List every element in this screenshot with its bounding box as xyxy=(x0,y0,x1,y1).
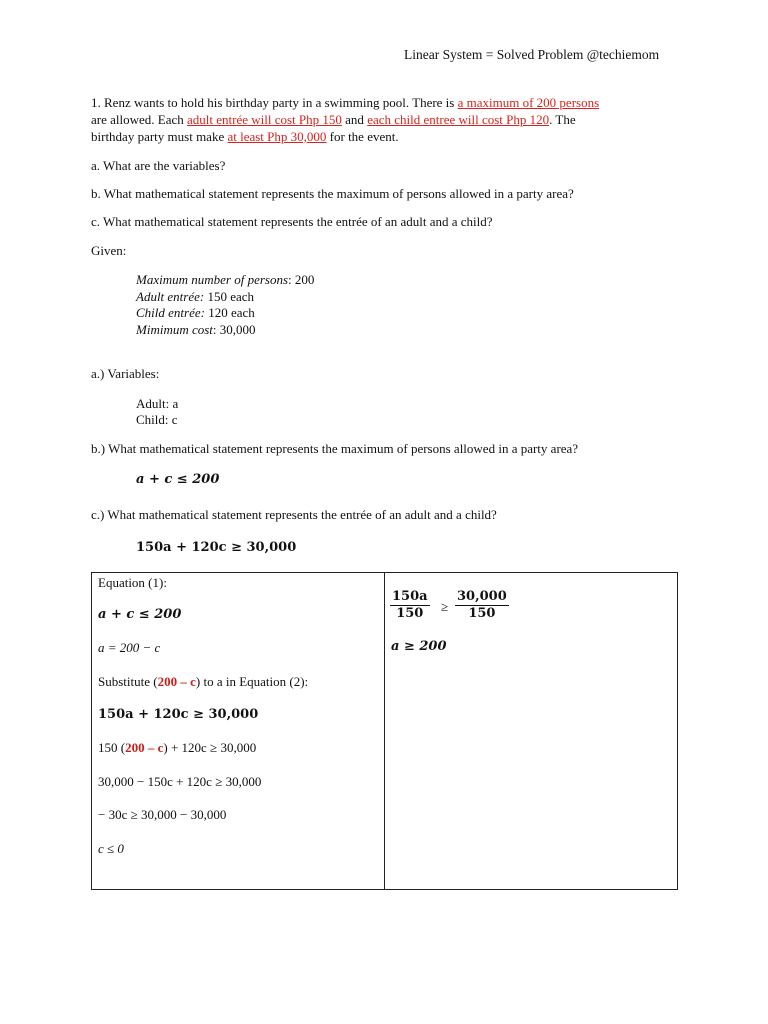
given-item xyxy=(136,322,256,338)
problem-text: birthday party must make xyxy=(91,129,228,144)
fraction-denominator: 150 xyxy=(468,606,496,621)
problem-text: 1. Renz wants to hold his birthday party in a swimming pool. There is xyxy=(91,95,458,110)
highlight-adult-cost: adult entrée will cost Php 150 xyxy=(187,112,342,127)
substitute-highlight: 200 – c xyxy=(157,674,196,689)
equation-text: 150 ( xyxy=(98,740,126,755)
given-value: 30,000 xyxy=(216,322,256,337)
equation-text: ) + 120c ≥ 30,000 xyxy=(163,740,257,755)
variable-adult: Adult: a xyxy=(136,396,179,411)
given-item xyxy=(136,272,314,288)
given-item xyxy=(136,305,255,321)
problem-line-2 xyxy=(91,112,576,128)
given-sep: : xyxy=(212,322,217,337)
result-statement: a ≥ 200 xyxy=(391,639,447,654)
table-column-divider xyxy=(384,572,385,890)
answer-a-heading: a.) Variables: xyxy=(91,366,160,381)
fraction-numerator: 150a xyxy=(392,589,428,604)
highlight-min-amount: at least Php 30,000 xyxy=(227,129,327,144)
answer-b-heading: b.) What mathematical statement represents the maximum of persons allowed in a party area? xyxy=(91,441,579,456)
given-label: Adult entrée: xyxy=(136,289,205,304)
question-b: b. What mathematical statement represents the maximum of persons allowed in a party area? xyxy=(91,186,574,201)
question-c: c. What mathematical statement represents the entrée of an adult and a child? xyxy=(91,214,493,229)
given-value: 120 each xyxy=(204,305,255,320)
equation-4 xyxy=(98,740,256,756)
highlight-child-cost: each child entree will cost Php 120 xyxy=(367,112,550,127)
fraction-right xyxy=(455,589,509,622)
highlight-max-persons: a maximum of 200 persons xyxy=(457,95,600,110)
fraction-numerator: 30,000 xyxy=(457,589,507,604)
substitute-line xyxy=(98,674,308,690)
equation-5: 30,000 − 150c + 120c ≥ 30,000 xyxy=(98,774,262,789)
equation-heading: Equation (1): xyxy=(98,575,167,590)
problem-text: for the event. xyxy=(326,129,399,144)
substitute-text: ) to a in Equation (2): xyxy=(195,674,309,689)
equation-3: 150a + 120c ≥ 30,000 xyxy=(98,707,259,722)
fraction-denominator: 150 xyxy=(396,606,424,621)
given-label: Mimimum cost xyxy=(136,322,213,337)
variable-child: Child: c xyxy=(136,412,178,427)
equation-highlight: 200 – c xyxy=(125,740,164,755)
answer-c-statement: 150a + 120c ≥ 30,000 xyxy=(136,540,297,555)
given-value: 200 xyxy=(291,272,315,287)
given-item xyxy=(136,289,254,305)
equation-2: a = 200 − c xyxy=(98,640,161,655)
given-value: 150 each xyxy=(204,289,255,304)
equation-6: − 30c ≥ 30,000 − 30,000 xyxy=(98,807,227,822)
given-heading: Given: xyxy=(91,243,127,258)
question-a: a. What are the variables? xyxy=(91,158,226,173)
given-label: Child entrée: xyxy=(136,305,205,320)
answer-b-statement: a + c ≤ 200 xyxy=(136,472,220,487)
equation-1: a + c ≤ 200 xyxy=(98,607,182,622)
problem-text: are allowed. Each xyxy=(91,112,188,127)
substitute-text: Substitute ( xyxy=(98,674,158,689)
fraction-left xyxy=(390,589,430,622)
page-header-title: Linear System = Solved Problem @techiemom xyxy=(404,47,660,62)
problem-text: and xyxy=(341,112,368,127)
problem-line-3 xyxy=(91,129,399,145)
answer-c-heading: c.) What mathematical statement represents the entrée of an adult and a child? xyxy=(91,507,497,522)
equation-7: c ≤ 0 xyxy=(98,841,124,856)
problem-line-1 xyxy=(91,95,599,111)
problem-text: . The xyxy=(549,112,576,127)
given-sep: : xyxy=(288,272,292,287)
geq-symbol: ≥ xyxy=(441,599,449,614)
given-label: Maximum number of persons xyxy=(136,272,289,287)
